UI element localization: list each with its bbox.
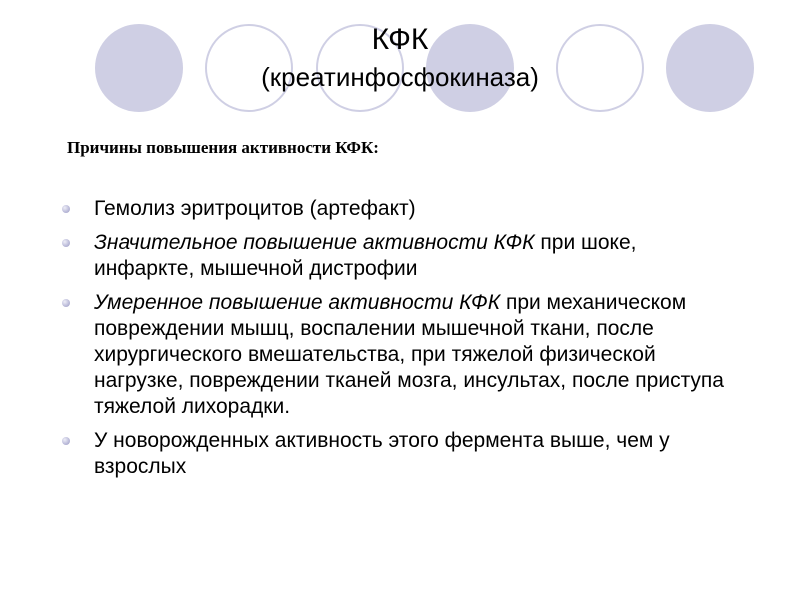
bullet-dot-icon bbox=[62, 299, 70, 307]
bullet-text: при шоке, инфаркте, мышечной дистрофии bbox=[94, 231, 637, 280]
bullet-text: при механическом повреждении мышц, воспалении мышечной ткани, после хирургического вмешательства, при тяжелой физической нагрузке, повреждении тканей мозга, инсультах, после приступа тяжелой лихорадки. bbox=[94, 291, 724, 418]
bullet-dot-icon bbox=[62, 239, 70, 247]
bullet-item bbox=[60, 196, 730, 222]
bullet-dot-icon bbox=[62, 205, 70, 213]
title-block bbox=[0, 20, 800, 94]
bullet-dot-icon bbox=[62, 437, 70, 445]
slide-title: КФК bbox=[371, 23, 429, 56]
bullet-emphasis: Умеренное повышение активности КФК bbox=[94, 291, 501, 314]
bullet-emphasis: Значительное повышение активности КФК bbox=[94, 231, 535, 254]
slide-subtitle: (креатинфосфокиназа) bbox=[261, 62, 539, 92]
bullet-item bbox=[60, 290, 730, 420]
bullet-item bbox=[60, 230, 730, 282]
bullet-item bbox=[60, 428, 730, 480]
bullet-text: Гемолиз эритроцитов (артефакт) bbox=[94, 197, 416, 220]
bullet-list bbox=[60, 196, 730, 488]
bullet-text: У новорожденных активность этого фермента выше, чем у взрослых bbox=[94, 429, 670, 478]
section-heading: Причины повышения активности КФК: bbox=[67, 138, 379, 157]
